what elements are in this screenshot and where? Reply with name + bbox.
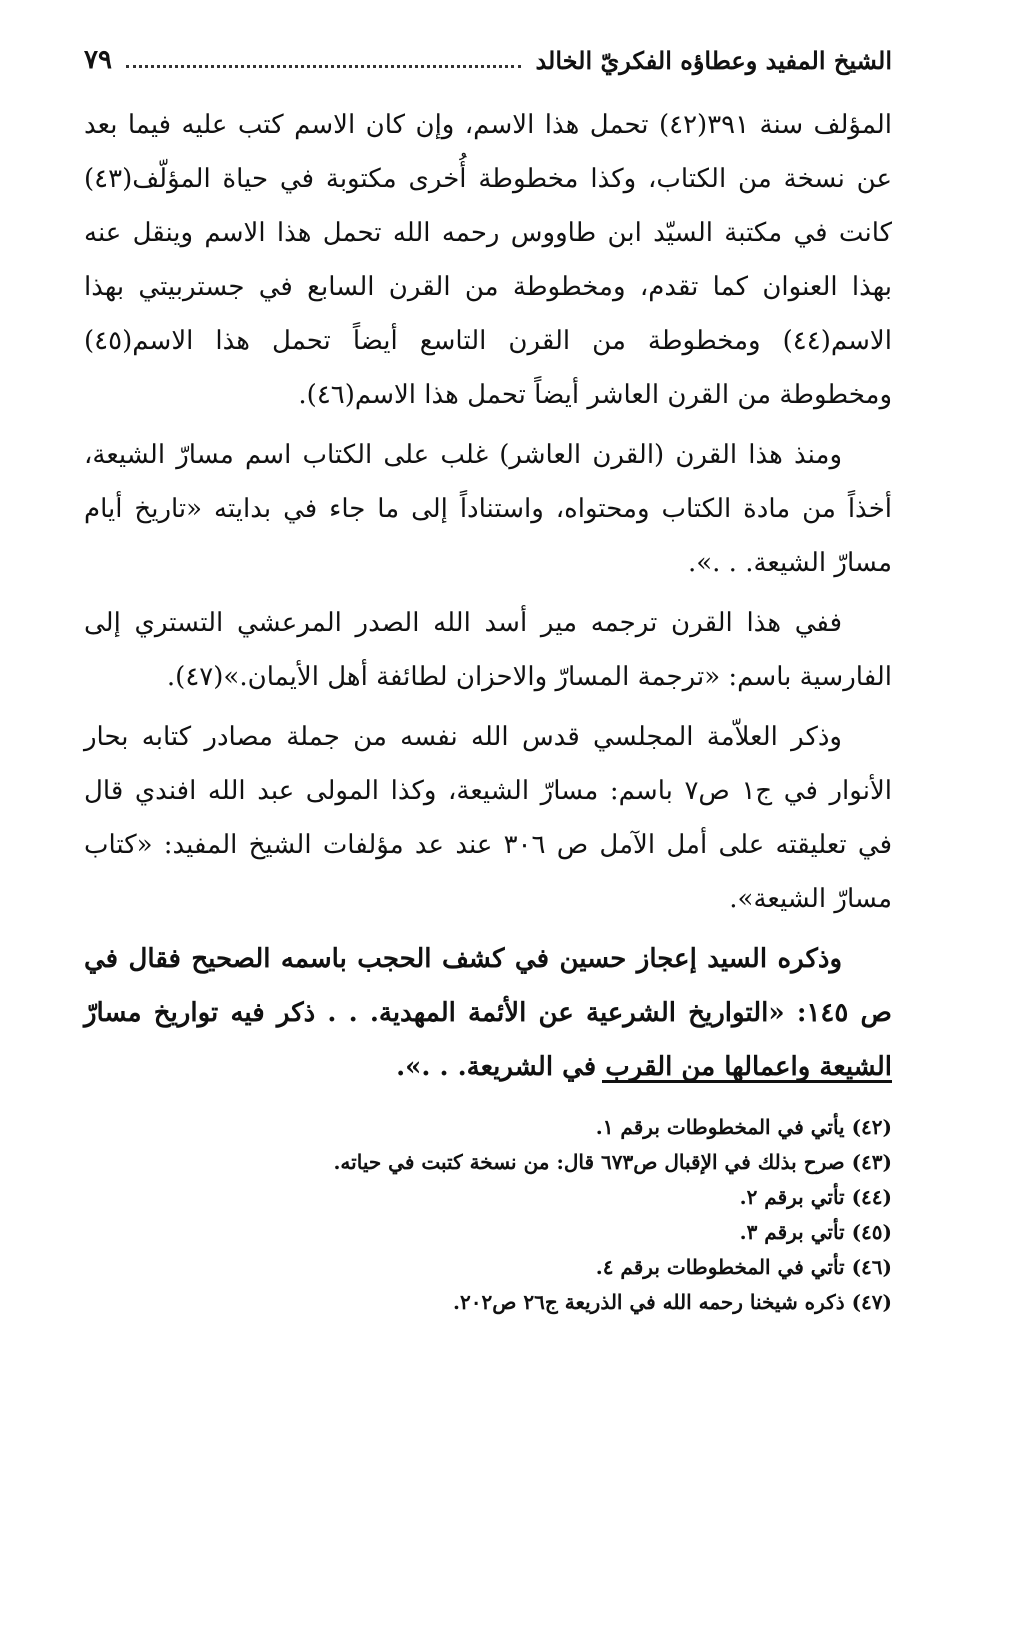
paragraph-3: ففي هذا القرن ترجمه مير أسد الله الصدر المرعشي التستري إلى الفارسية باسم: «ترجمة المسارّ والاحزان لطائفة أهل الأيمان.»(٤٧). <box>84 608 892 692</box>
paragraph-4: وذكر العلاّمة المجلسي قدس الله نفسه من جملة مصادر كتابه بحار الأنوار في ج١ ص٧ باسم: مسارّ الشيعة، وكذا المولى عبد الله افندي قال في تعليقته على أمل الآمل ص ٣٠٦ عند عد مؤلفات الشيخ المفيد: «كتاب مسارّ الشيعة». <box>84 722 893 914</box>
footnote-46: (٤٦) تأتي في المخطوطات برقم ٤. <box>595 1255 892 1279</box>
leader-dots <box>126 65 522 68</box>
footnote-47: (٤٧) ذكره شيخنا رحمه الله في الذريعة ج٢٦ ص٢٠٢. <box>453 1290 892 1314</box>
footnote-45: (٤٥) تأتي برقم ٣. <box>739 1220 892 1244</box>
footnote-44: (٤٤) تأتي برقم ٢. <box>739 1185 892 1209</box>
paragraph-1: المؤلف سنة ٣٩١(٤٢) تحمل هذا الاسم، وإن كان الاسم كتب عليه فيما بعد عن نسخة من الكتاب، وكذا مخطوطة أُخرى مكتوبة في حياة المؤلّف(٤٣) كانت في مكتبة السيّد ابن طاووس رحمه الله تحمل هذا الاسم وينقل عنه بهذا العنوان كما تقدم، ومخطوطة من القرن السابع في جستربيتي بهذا الاسم(٤٤) ومخطوطة من القرن التاسع أيضاً تحمل هذا الاسم(٤٥) ومخطوطة من القرن العاشر أيضاً تحمل هذا الاسم(٤٦). <box>84 110 892 410</box>
paragraph-2: ومنذ هذا القرن (القرن العاشر) غلب على الكتاب اسم مسارّ الشيعة، أخذاً من مادة الكتاب ومحتواه، واستناداً إلى ما جاء في بدايته «تاريخ أيام مسارّ الشيعة. . .». <box>84 440 892 578</box>
paragraph-5: وذكره السيد إعجاز حسين في كشف الحجب باسمه الصحيح فقال في ص ١٤٥: «التواريخ الشرعية عن الأئمة المهدية. . . ذكر فيه تواريخ مسارّ الشيعة واعمالها من القرب في الشريعة. . .». <box>84 944 892 1082</box>
footnote-42: (٤٢) يأتي في المخطوطات برقم ١. <box>595 1115 892 1139</box>
body-text <box>84 98 892 1100</box>
running-head <box>84 40 892 80</box>
footnotes <box>84 1110 892 1320</box>
running-title: الشيخ المفيد وعطاؤه الفكريّ الخالد <box>535 45 892 75</box>
footnote-separator <box>602 1080 892 1083</box>
footnote-43: (٤٣) صرح بذلك في الإقبال ص٦٧٣ قال: من نسخة كتبت في حياته. <box>333 1150 892 1174</box>
page-number: ٧٩ <box>84 45 112 75</box>
